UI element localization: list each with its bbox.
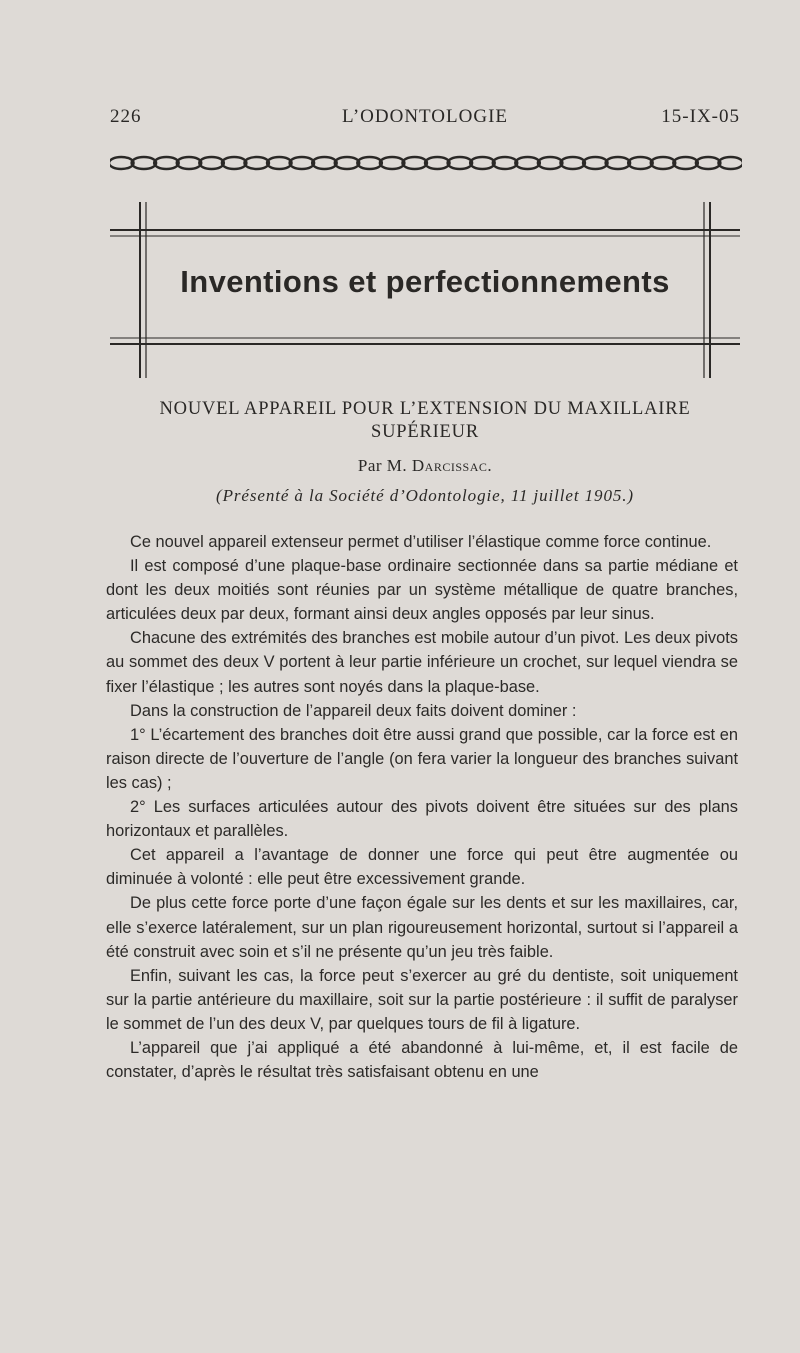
byline-prefix: Par M. xyxy=(357,456,408,475)
paragraph: Ce nouvel appareil extenseur permet d’utiliser l’élastique comme force continue. xyxy=(130,533,712,551)
paragraph: Dans la construction de l’appareil deux faits doivent dominer : xyxy=(130,701,577,720)
chain-link xyxy=(222,157,247,169)
paragraph: Il est composé d’une plaque-base ordinaire sectionnée dans sa partie médiane et dont les deux moitiés sont réunies par un système métallique de quatre branches, articulées deux par deux, formant ainsi deux angles opposés par leur sinus. xyxy=(106,557,738,624)
chain-link xyxy=(651,157,676,169)
journal-title: L’ODONTOLOGIE xyxy=(341,106,509,127)
chain-link xyxy=(583,157,608,169)
chain-link xyxy=(718,157,742,169)
chain-link xyxy=(673,157,698,169)
article-title: NOUVEL APPAREIL POUR L’EXTENSION DU MAXILLAIRE SUPÉRIEUR xyxy=(159,399,691,442)
paragraph: Chacune des extrémités des branches est mobile autour d’un pivot. Les deux pivots au sommet des deux V portent à leur partie inférieure un crochet, sur lequel viendra se fixer l’élastique ; les autres sont noyés dans la plaque-base. xyxy=(106,629,738,696)
author-name: Darcissac. xyxy=(411,456,493,475)
chain-link xyxy=(448,157,473,169)
issue-date: 15-IX-05 xyxy=(661,106,740,127)
paragraph: Enfin, suivant les cas, la force peut s’exercer au gré du dentiste, soit uniquement sur la partie antérieure du maxillaire, soit sur la partie postérieure : il suffit de paralyser le sommet de l’un des deux V, par quelques tours de fil à ligature. xyxy=(106,966,738,1033)
chain-link xyxy=(470,157,495,169)
chain-link xyxy=(312,157,337,169)
presentation-note: (Présenté à la Société d’Odontologie, 11 juillet 1905.) xyxy=(216,486,634,505)
chain-link xyxy=(154,157,179,169)
chain-link xyxy=(177,157,202,169)
chain-link xyxy=(132,157,157,169)
paragraph: Cet appareil a l’avantage de donner une force qui peut être augmentée ou diminuée à volonté : elle peut être excessivement grande. xyxy=(106,846,738,889)
chain-link xyxy=(199,157,224,169)
chain-link xyxy=(560,157,585,169)
chain-link xyxy=(290,157,315,169)
byline xyxy=(105,456,745,476)
chain-link xyxy=(425,157,450,169)
chain-link xyxy=(380,157,405,169)
chain-link xyxy=(606,157,631,169)
article-body xyxy=(106,530,738,1084)
chain-link xyxy=(538,157,563,169)
chain-link xyxy=(267,157,292,169)
section-heading: Inventions et perfectionnements xyxy=(180,264,670,299)
paragraph: L’appareil que j’ai appliqué a été abandonné à lui-même, et, il est facile de constater, d’après le résultat très satisfaisant obtenu en une xyxy=(106,1038,738,1082)
chain-link xyxy=(357,157,382,169)
ornamental-chain-border xyxy=(110,152,742,174)
chain-link xyxy=(335,157,360,169)
chain-link xyxy=(696,157,721,169)
paragraph: De plus cette force porte d’une façon égale sur les dents et sur les maxillaires, car, elle s’exerce latéralement, sur un plan rigoureusement horizontal, surtout si l’appareil a été construit avec soin et s’il ne présente qu’un jeu très faible. xyxy=(106,894,738,961)
chain-link xyxy=(402,157,427,169)
section-heading-frame xyxy=(110,200,740,380)
paragraph: 2° Les surfaces articulées autour des pivots doivent être situées sur des plans horizontaux et parallèles. xyxy=(106,798,738,841)
chain-link xyxy=(110,157,134,169)
chain-link xyxy=(515,157,540,169)
paragraph: 1° L’écartement des branches doit être aussi grand que possible, car la force est en raison directe de l’ouverture de l’angle (on fera varier la longueur des branches suivant les cas) ; xyxy=(106,725,738,792)
chain-link xyxy=(493,157,518,169)
chain-link xyxy=(628,157,653,169)
running-head xyxy=(110,106,740,132)
page-number: 226 xyxy=(110,106,142,127)
chain-link xyxy=(244,157,269,169)
